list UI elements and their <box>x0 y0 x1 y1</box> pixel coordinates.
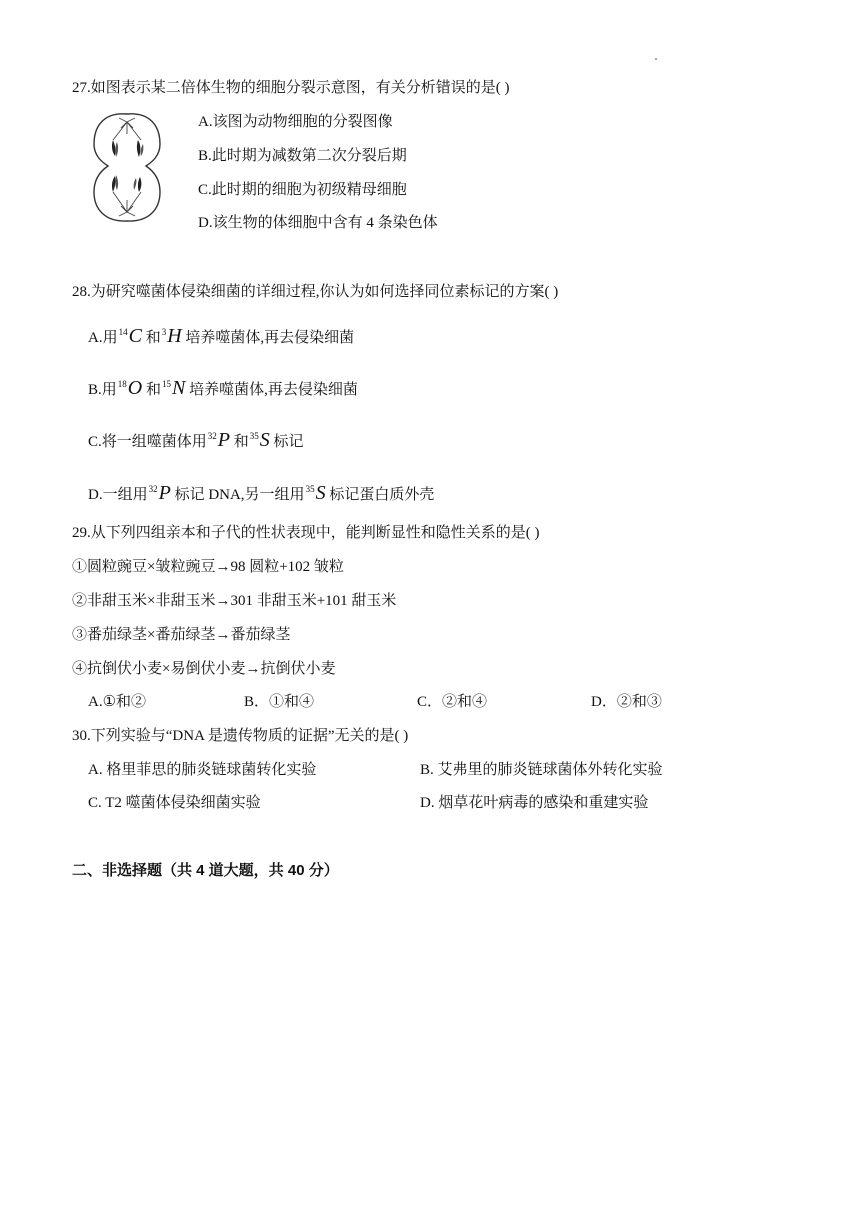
isotope-mass: 35 <box>305 484 315 494</box>
q27-stem: 27.如图表示某二倍体生物的细胞分裂示意图，有关分析错误的是( ) <box>72 80 510 96</box>
section-heading: 二、非选择题（共 4 道大题，共 40 分） <box>72 862 339 879</box>
option-suffix: 培养噬菌体,再去侵染细菌 <box>189 382 358 398</box>
corner-dot <box>655 58 657 60</box>
q29-item-1: ①圆粒豌豆×皱粒豌豆→98 圆粒+102 皱粒 <box>72 559 344 575</box>
option-prefix: D.一组用 <box>88 487 148 503</box>
q27-option-d: D.该生物的体细胞中含有 4 条染色体 <box>198 215 438 231</box>
element-symbol: O <box>127 377 143 399</box>
isotope-mass: 18 <box>117 379 127 389</box>
q28-option-a <box>88 322 354 348</box>
q30-option-d: D. 烟草花叶病毒的感染和重建实验 <box>420 795 649 811</box>
element-symbol: S <box>259 429 270 451</box>
q28-option-b <box>88 374 358 400</box>
q28-option-c <box>88 426 304 452</box>
option-suffix: 培养噬菌体,再去侵染细菌 <box>185 330 355 346</box>
option-prefix: A.用 <box>88 330 118 346</box>
q27-option-b: B.此时期为减数第二次分裂后期 <box>198 148 407 164</box>
option-connector: 和 <box>233 434 249 450</box>
q27-option-a: A.该图为动物细胞的分裂图像 <box>198 114 393 130</box>
q30-stem: 30.下列实验与“DNA 是遗传物质的证据”无关的是( ) <box>72 728 409 744</box>
q30-option-b: B. 艾弗里的肺炎链球菌体外转化实验 <box>420 762 663 778</box>
q29-option-a: A.①和② <box>88 694 147 710</box>
option-prefix: B.用 <box>88 382 117 398</box>
isotope-mass: 3 <box>161 327 167 337</box>
option-connector: 和 <box>145 330 161 346</box>
isotope-mass: 15 <box>161 379 171 389</box>
isotope-mass: 14 <box>118 327 128 337</box>
q29-stem: 29.从下列四组亲本和子代的性状表现中，能判断显性和隐性关系的是( ) <box>72 525 540 541</box>
q28-option-d <box>88 479 434 505</box>
element-symbol: C <box>128 325 142 347</box>
option-connector: 标记 DNA,另一组用 <box>174 487 305 503</box>
option-prefix: C.将一组噬菌体用 <box>88 434 207 450</box>
q29-option-b: B．①和④ <box>244 694 315 710</box>
q27-option-c: C.此时期的细胞为初级精母细胞 <box>198 182 407 198</box>
isotope-mass: 35 <box>249 431 259 441</box>
element-symbol: S <box>315 482 326 504</box>
q29-item-3: ③番茄绿茎×番茄绿茎→番茄绿茎 <box>72 627 291 643</box>
q30-option-c: C. T2 噬菌体侵染细菌实验 <box>88 795 261 811</box>
cell-division-figure <box>86 104 168 230</box>
element-symbol: P <box>217 429 230 451</box>
q29-item-2: ②非甜玉米×非甜玉米→301 非甜玉米+101 甜玉米 <box>72 593 397 609</box>
option-suffix: 标记蛋白质外壳 <box>329 487 435 503</box>
isotope-mass: 32 <box>207 431 217 441</box>
q28-stem: 28.为研究噬菌体侵染细菌的详细过程,你认为如何选择同位素标记的方案( ) <box>72 284 559 300</box>
q30-option-a: A. 格里菲思的肺炎链球菌转化实验 <box>88 762 317 778</box>
option-suffix: 标记 <box>273 434 304 450</box>
isotope-mass: 32 <box>148 484 158 494</box>
q29-item-4: ④抗倒伏小麦×易倒伏小麦→抗倒伏小麦 <box>72 661 336 677</box>
element-symbol: H <box>167 325 182 347</box>
element-symbol: P <box>158 482 171 504</box>
q29-option-c: C．②和④ <box>417 694 488 710</box>
option-connector: 和 <box>145 382 161 398</box>
q29-option-d: D．②和③ <box>591 694 662 710</box>
element-symbol: N <box>171 377 186 399</box>
